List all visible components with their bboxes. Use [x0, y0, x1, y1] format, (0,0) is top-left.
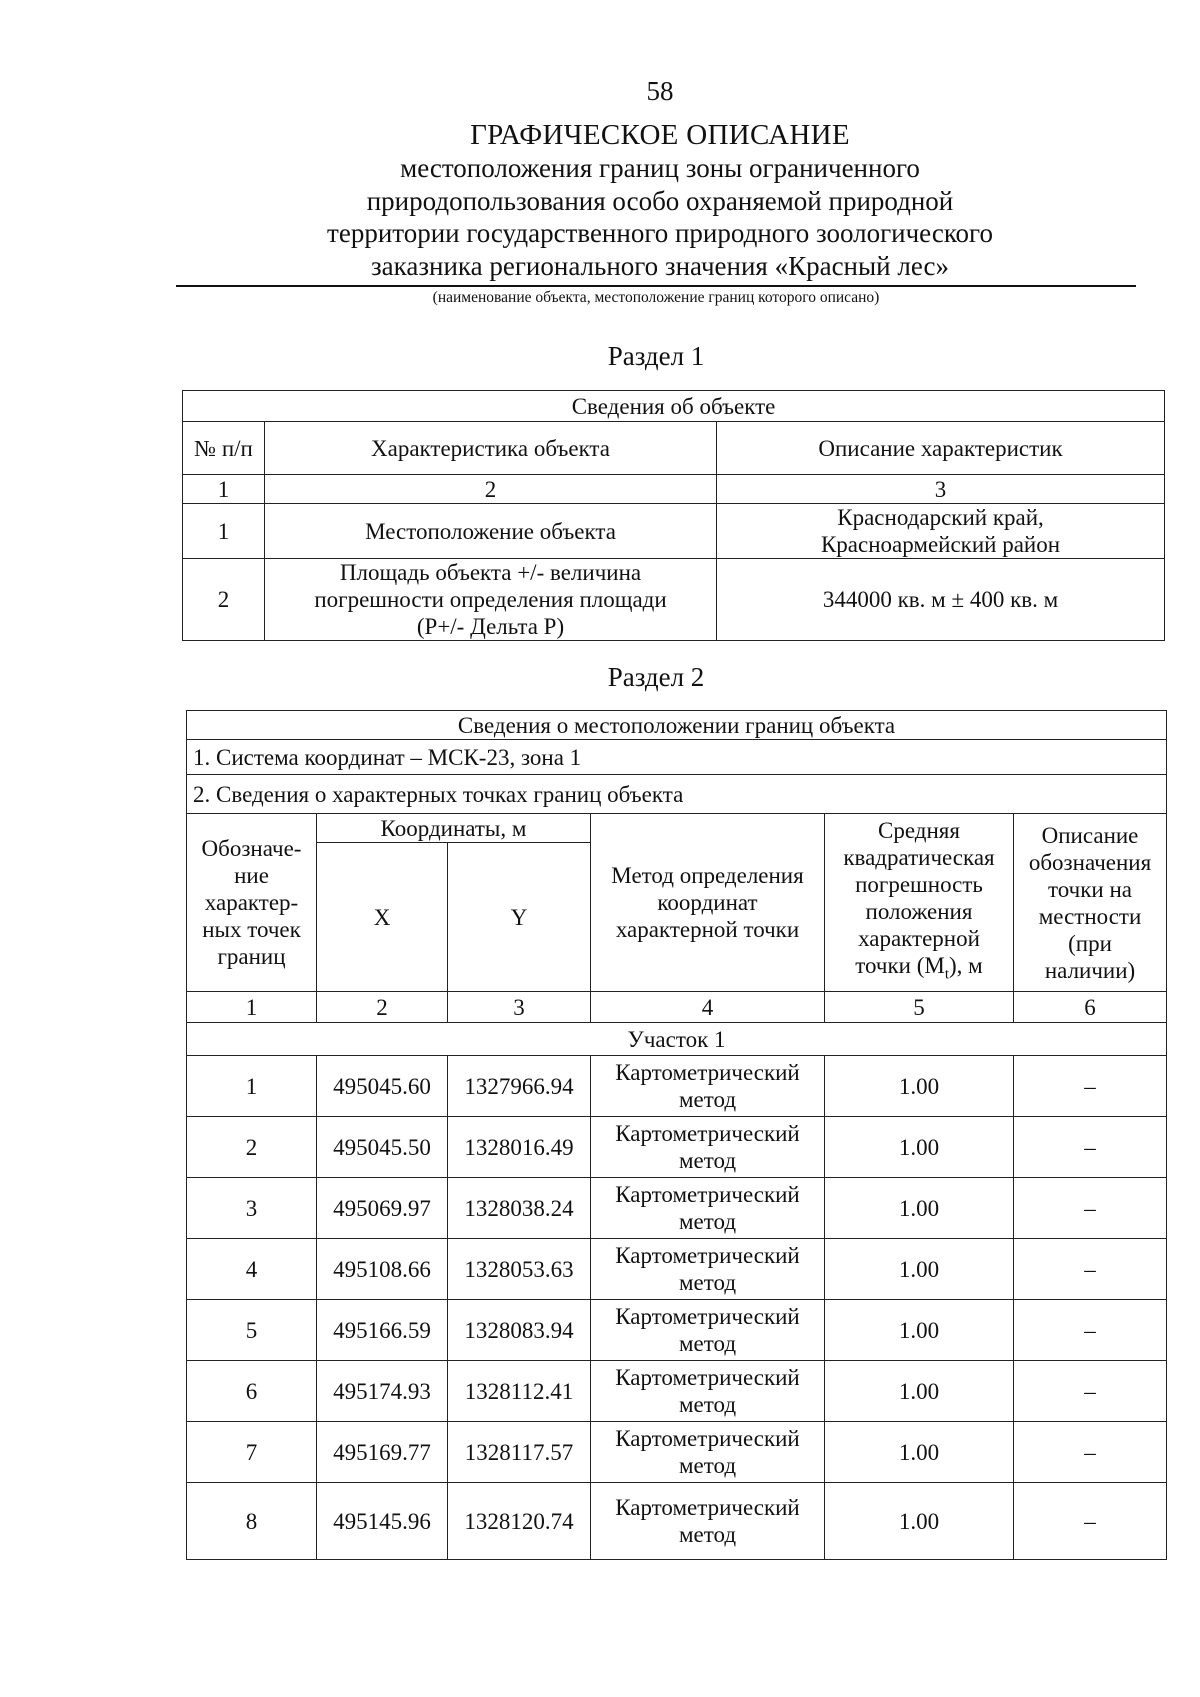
description-line: Краснодарский край, — [837, 505, 1044, 530]
row-description — [717, 504, 1165, 559]
table-row — [187, 1117, 1167, 1178]
header-line: Обозначе- — [201, 836, 302, 861]
table-row — [187, 1239, 1167, 1300]
characteristic-line: Площадь объекта +/- величина — [339, 560, 642, 585]
characteristic-line: (Р+/- Дельта Р) — [416, 614, 565, 639]
table-row — [187, 1056, 1167, 1117]
point-x: 495045.60 — [317, 1056, 448, 1117]
header-line: ние — [234, 863, 269, 888]
method-line: Картометрический — [615, 1495, 800, 1520]
subscript-t: t — [944, 966, 950, 983]
column-number: 5 — [825, 992, 1014, 1023]
column-header-error — [825, 814, 1014, 992]
point-x: 495145.96 — [317, 1483, 448, 1560]
point-description: – — [1014, 1056, 1167, 1117]
point-id: 3 — [187, 1178, 317, 1239]
header-line: характерной — [858, 925, 980, 951]
section1-heading: Раздел 1 — [607, 341, 705, 371]
header-line: положения — [865, 898, 973, 924]
point-y: 1328120.74 — [448, 1483, 591, 1560]
point-method — [591, 1117, 825, 1178]
header-line: (при — [1068, 930, 1112, 956]
header-line: ных точек — [202, 917, 301, 942]
point-x: 495069.97 — [317, 1178, 448, 1239]
point-error: 1.00 — [825, 1117, 1014, 1178]
characteristic-line: погрешности определения площади — [314, 587, 667, 612]
point-y: 1328053.63 — [448, 1239, 591, 1300]
section2-heading: Раздел 2 — [607, 662, 705, 692]
header-text: ), м — [949, 952, 983, 978]
subtitle-line: природопользования особо охраняемой природной — [366, 185, 954, 216]
column-number: 4 — [591, 992, 825, 1023]
table-caption: Сведения об объекте — [183, 391, 1165, 422]
point-y: 1327966.94 — [448, 1056, 591, 1117]
point-id: 8 — [187, 1483, 317, 1560]
method-line: Картометрический — [615, 1426, 800, 1451]
point-method — [591, 1239, 825, 1300]
row-description: 344000 кв. м ± 400 кв. м — [717, 559, 1165, 641]
header-line: квадратическая — [843, 844, 995, 870]
subtitle-line: местоположения границ зоны ограниченного — [400, 153, 920, 183]
point-id: 4 — [187, 1239, 317, 1300]
column-number: 6 — [1014, 992, 1167, 1023]
plot-label: Участок 1 — [187, 1023, 1167, 1056]
description-line: Красноармейский район — [820, 532, 1061, 557]
method-line: метод — [678, 1453, 737, 1478]
method-line: метод — [678, 1522, 737, 1547]
header-line: местности — [1038, 903, 1142, 929]
column-number: 2 — [317, 992, 448, 1023]
column-header-number: № п/п — [183, 422, 265, 475]
method-line: Картометрический — [615, 1060, 800, 1085]
title-underline — [176, 285, 1136, 287]
subtitle-line: территории государственного природного зоологического — [327, 218, 993, 248]
table-row — [183, 504, 1165, 559]
method-line: метод — [678, 1209, 737, 1234]
subtitle-line: заказника регионального значения «Красный лес» — [371, 250, 949, 281]
table-row — [183, 559, 1165, 641]
point-error: 1.00 — [825, 1483, 1014, 1560]
column-header-characteristic: Характеристика объекта — [265, 422, 717, 475]
point-x: 495169.77 — [317, 1422, 448, 1483]
point-error: 1.00 — [825, 1361, 1014, 1422]
document-header — [180, 118, 1140, 282]
header-line: погрешность — [855, 871, 983, 897]
column-number: 1 — [187, 992, 317, 1023]
point-id: 1 — [187, 1056, 317, 1117]
table-row — [187, 1422, 1167, 1483]
column-header-point-description — [1014, 814, 1167, 992]
point-description: – — [1014, 1361, 1167, 1422]
header-line: характер- — [204, 890, 299, 915]
boundary-points-table — [186, 710, 1167, 1560]
point-method — [591, 1178, 825, 1239]
header-line: Метод определения — [611, 863, 804, 888]
title-caption: (наименование объекта, местоположение границ которого описано) — [432, 289, 880, 306]
point-description: – — [1014, 1422, 1167, 1483]
method-line: метод — [678, 1270, 737, 1295]
column-header-designation — [187, 814, 317, 992]
point-y: 1328038.24 — [448, 1178, 591, 1239]
point-error: 1.00 — [825, 1300, 1014, 1361]
point-method — [591, 1056, 825, 1117]
row-characteristic: Местоположение объекта — [265, 504, 717, 559]
table-row — [187, 1300, 1167, 1361]
header-text: точки (M — [855, 952, 945, 978]
header-line: координат — [657, 890, 758, 915]
header-line: точки на — [1048, 876, 1133, 902]
method-line: метод — [678, 1148, 737, 1173]
point-y: 1328083.94 — [448, 1300, 591, 1361]
point-method — [591, 1361, 825, 1422]
column-number: 3 — [448, 992, 591, 1023]
point-error: 1.00 — [825, 1178, 1014, 1239]
table-row — [187, 1178, 1167, 1239]
method-line: метод — [678, 1087, 737, 1112]
method-line: Картометрический — [615, 1121, 800, 1146]
method-line: метод — [678, 1392, 737, 1417]
point-id: 5 — [187, 1300, 317, 1361]
header-line: характерной точки — [615, 917, 800, 942]
table-row — [187, 1361, 1167, 1422]
points-body — [187, 1056, 1167, 1560]
row-number: 1 — [183, 504, 265, 559]
point-error: 1.00 — [825, 1422, 1014, 1483]
point-description: – — [1014, 1483, 1167, 1560]
method-line: метод — [678, 1331, 737, 1356]
column-header-x: X — [317, 843, 448, 992]
document-title: ГРАФИЧЕСКОЕ ОПИСАНИЕ — [470, 119, 850, 151]
header-line — [829, 952, 1009, 989]
point-y: 1328016.49 — [448, 1117, 591, 1178]
column-number: 1 — [183, 475, 265, 504]
row-characteristic — [265, 559, 717, 641]
header-line: Средняя — [878, 817, 960, 843]
header-line: Описание — [1041, 822, 1139, 848]
method-line: Картометрический — [615, 1365, 800, 1390]
method-line: Картометрический — [615, 1182, 800, 1207]
point-error: 1.00 — [825, 1239, 1014, 1300]
point-description: – — [1014, 1239, 1167, 1300]
point-x: 495108.66 — [317, 1239, 448, 1300]
point-method — [591, 1483, 825, 1560]
point-id: 6 — [187, 1361, 317, 1422]
header-line: наличии) — [1044, 957, 1136, 983]
point-method — [591, 1300, 825, 1361]
column-header-coordinates: Координаты, м — [317, 814, 591, 843]
point-description: – — [1014, 1300, 1167, 1361]
point-error: 1.00 — [825, 1056, 1014, 1117]
coordinate-system: 1. Система координат – МСК-23, зона 1 — [187, 740, 1167, 775]
column-number: 3 — [717, 475, 1165, 504]
page-number: 58 — [646, 76, 674, 106]
column-header-y: Y — [448, 843, 591, 992]
point-x: 495174.93 — [317, 1361, 448, 1422]
method-line: Картометрический — [615, 1243, 800, 1268]
method-line: Картометрический — [615, 1304, 800, 1329]
point-description: – — [1014, 1178, 1167, 1239]
point-x: 495045.50 — [317, 1117, 448, 1178]
point-y: 1328112.41 — [448, 1361, 591, 1422]
column-header-method — [591, 814, 825, 992]
point-x: 495166.59 — [317, 1300, 448, 1361]
point-y: 1328117.57 — [448, 1422, 591, 1483]
table-caption: Сведения о местоположении границ объекта — [187, 711, 1167, 740]
point-description: – — [1014, 1117, 1167, 1178]
point-id: 2 — [187, 1117, 317, 1178]
column-number: 2 — [265, 475, 717, 504]
object-info-table — [182, 390, 1165, 641]
column-header-description: Описание характеристик — [717, 422, 1165, 475]
point-method — [591, 1422, 825, 1483]
header-line: границ — [217, 944, 286, 969]
point-id: 7 — [187, 1422, 317, 1483]
points-title: 2. Сведения о характерных точках границ объекта — [187, 775, 1167, 814]
header-line: обозначения — [1028, 849, 1152, 875]
table-row — [187, 1483, 1167, 1560]
row-number: 2 — [183, 559, 265, 641]
